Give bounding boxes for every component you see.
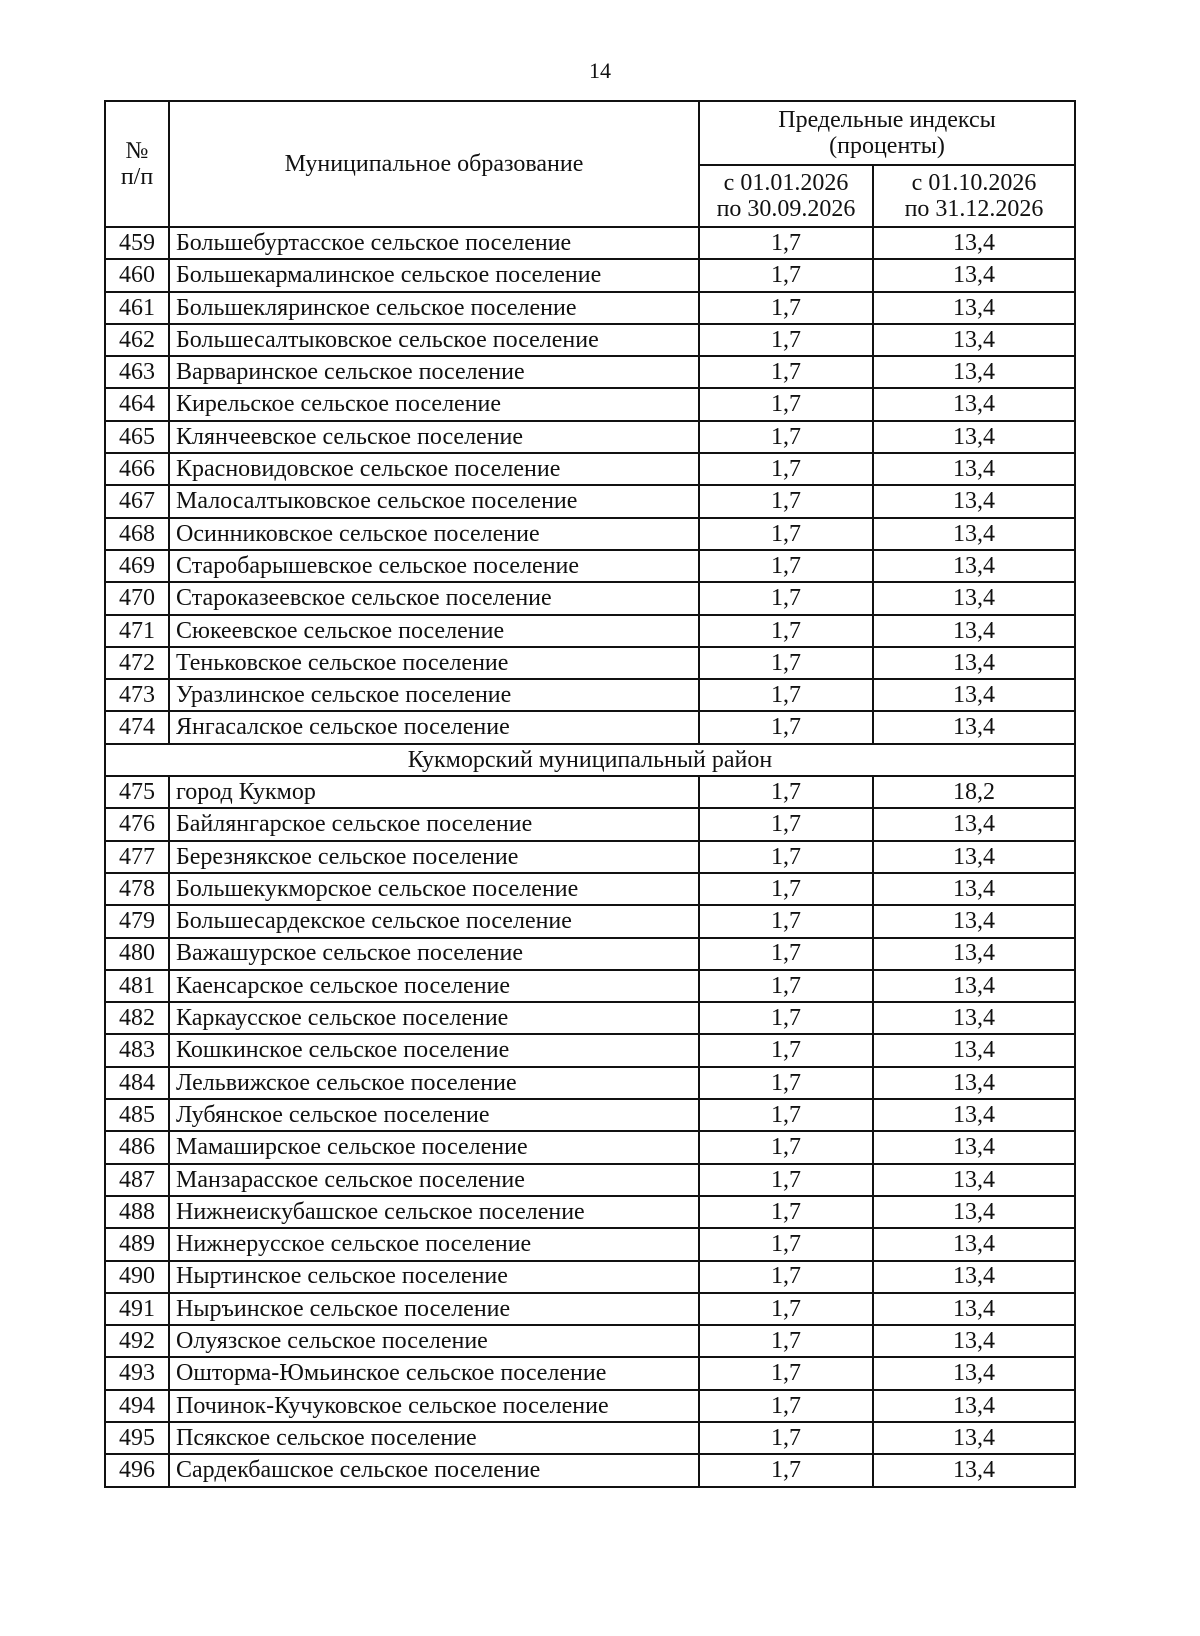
district-name: Кукморский муниципальный район bbox=[105, 744, 1075, 776]
municipality-name: Каркаусское сельское поселение bbox=[169, 1002, 699, 1034]
tariff-index-table bbox=[104, 100, 1076, 1488]
index-period-2: 13,4 bbox=[873, 1164, 1075, 1196]
index-period-2: 13,4 bbox=[873, 808, 1075, 840]
index-period-1: 1,7 bbox=[699, 711, 873, 743]
table-row bbox=[105, 453, 1075, 485]
index-period-2: 13,4 bbox=[873, 647, 1075, 679]
index-period-1: 1,7 bbox=[699, 1002, 873, 1034]
row-number: 473 bbox=[105, 679, 169, 711]
row-number: 461 bbox=[105, 292, 169, 324]
index-period-1: 1,7 bbox=[699, 259, 873, 291]
index-period-2: 13,4 bbox=[873, 1228, 1075, 1260]
table-row bbox=[105, 421, 1075, 453]
row-number: 476 bbox=[105, 808, 169, 840]
row-number: 482 bbox=[105, 1002, 169, 1034]
municipality-name: Сардекбашское сельское поселение bbox=[169, 1454, 699, 1486]
index-period-1: 1,7 bbox=[699, 1422, 873, 1454]
table-row bbox=[105, 1034, 1075, 1066]
index-period-2: 13,4 bbox=[873, 841, 1075, 873]
municipality-name: Лельвижское сельское поселение bbox=[169, 1067, 699, 1099]
municipality-name: Красновидовское сельское поселение bbox=[169, 453, 699, 485]
row-number: 472 bbox=[105, 647, 169, 679]
municipality-name: Большесардекское сельское поселение bbox=[169, 905, 699, 937]
row-number: 492 bbox=[105, 1325, 169, 1357]
table-row bbox=[105, 1067, 1075, 1099]
row-number: 475 bbox=[105, 776, 169, 808]
header-col-limit-indices: Предельные индексы (проценты) bbox=[699, 101, 1075, 165]
index-period-1: 1,7 bbox=[699, 970, 873, 1002]
municipality-name: Важашурское сельское поселение bbox=[169, 938, 699, 970]
table-row bbox=[105, 259, 1075, 291]
row-number: 483 bbox=[105, 1034, 169, 1066]
table-row bbox=[105, 1261, 1075, 1293]
index-period-1: 1,7 bbox=[699, 938, 873, 970]
table-row bbox=[105, 324, 1075, 356]
index-period-2: 13,4 bbox=[873, 1293, 1075, 1325]
table-row bbox=[105, 388, 1075, 420]
row-number: 463 bbox=[105, 356, 169, 388]
index-period-1: 1,7 bbox=[699, 1228, 873, 1260]
municipality-name: Сюкеевское сельское поселение bbox=[169, 615, 699, 647]
municipality-name: Починок-Кучуковское сельское поселение bbox=[169, 1390, 699, 1422]
municipality-name: Большебуртасское сельское поселение bbox=[169, 227, 699, 259]
index-period-1: 1,7 bbox=[699, 1099, 873, 1131]
municipality-name: Байлянгарское сельское поселение bbox=[169, 808, 699, 840]
index-period-2: 13,4 bbox=[873, 421, 1075, 453]
municipality-name: Нижнеискубашское сельское поселение bbox=[169, 1196, 699, 1228]
row-number: 486 bbox=[105, 1131, 169, 1163]
row-number: 469 bbox=[105, 550, 169, 582]
index-period-2: 13,4 bbox=[873, 873, 1075, 905]
table-row bbox=[105, 1131, 1075, 1163]
index-period-2: 13,4 bbox=[873, 1002, 1075, 1034]
index-period-2: 13,4 bbox=[873, 1034, 1075, 1066]
index-period-1: 1,7 bbox=[699, 1390, 873, 1422]
index-period-1: 1,7 bbox=[699, 808, 873, 840]
index-period-1: 1,7 bbox=[699, 1293, 873, 1325]
table-row bbox=[105, 1293, 1075, 1325]
municipality-name: Уразлинское сельское поселение bbox=[169, 679, 699, 711]
index-period-1: 1,7 bbox=[699, 518, 873, 550]
index-period-2: 13,4 bbox=[873, 356, 1075, 388]
index-period-2: 13,4 bbox=[873, 711, 1075, 743]
municipality-name: Старобарышевское сельское поселение bbox=[169, 550, 699, 582]
municipality-name: Варваринское сельское поселение bbox=[169, 356, 699, 388]
index-period-2: 13,4 bbox=[873, 550, 1075, 582]
index-period-2: 13,4 bbox=[873, 1357, 1075, 1389]
municipality-name: Теньковское сельское поселение bbox=[169, 647, 699, 679]
table-row bbox=[105, 1228, 1075, 1260]
row-number: 470 bbox=[105, 582, 169, 614]
header-col-number: № п/п bbox=[105, 101, 169, 227]
index-period-2: 13,4 bbox=[873, 388, 1075, 420]
table-row bbox=[105, 292, 1075, 324]
row-number: 495 bbox=[105, 1422, 169, 1454]
page-number: 14 bbox=[589, 58, 611, 83]
municipality-name: Нижнерусское сельское поселение bbox=[169, 1228, 699, 1260]
table-row bbox=[105, 227, 1075, 259]
municipality-name: Березнякское сельское поселение bbox=[169, 841, 699, 873]
row-number: 474 bbox=[105, 711, 169, 743]
header-col-municipality: Муниципальное образование bbox=[169, 101, 699, 227]
table-row bbox=[105, 905, 1075, 937]
index-period-1: 1,7 bbox=[699, 1454, 873, 1486]
header-col-period-1: с 01.01.2026 по 30.09.2026 bbox=[699, 165, 873, 227]
row-number: 467 bbox=[105, 485, 169, 517]
header-col-period-2: с 01.10.2026 по 31.12.2026 bbox=[873, 165, 1075, 227]
table-row bbox=[105, 356, 1075, 388]
index-period-2: 13,4 bbox=[873, 1390, 1075, 1422]
index-period-2: 13,4 bbox=[873, 905, 1075, 937]
index-period-2: 13,4 bbox=[873, 582, 1075, 614]
index-period-1: 1,7 bbox=[699, 388, 873, 420]
row-number: 485 bbox=[105, 1099, 169, 1131]
row-number: 477 bbox=[105, 841, 169, 873]
index-period-2: 13,4 bbox=[873, 1099, 1075, 1131]
index-period-1: 1,7 bbox=[699, 1357, 873, 1389]
index-period-2: 13,4 bbox=[873, 292, 1075, 324]
row-number: 493 bbox=[105, 1357, 169, 1389]
index-period-1: 1,7 bbox=[699, 1067, 873, 1099]
index-period-2: 13,4 bbox=[873, 1067, 1075, 1099]
index-period-1: 1,7 bbox=[699, 1164, 873, 1196]
index-period-1: 1,7 bbox=[699, 421, 873, 453]
municipality-name: Мамаширское сельское поселение bbox=[169, 1131, 699, 1163]
table-row bbox=[105, 582, 1075, 614]
index-period-2: 13,4 bbox=[873, 1131, 1075, 1163]
table-row bbox=[105, 776, 1075, 808]
table-row bbox=[105, 1357, 1075, 1389]
municipality-name: Кирельское сельское поселение bbox=[169, 388, 699, 420]
table-row bbox=[105, 550, 1075, 582]
row-number: 468 bbox=[105, 518, 169, 550]
index-period-1: 1,7 bbox=[699, 582, 873, 614]
index-period-2: 13,4 bbox=[873, 970, 1075, 1002]
table-row bbox=[105, 970, 1075, 1002]
index-period-1: 1,7 bbox=[699, 227, 873, 259]
index-period-2: 13,4 bbox=[873, 615, 1075, 647]
municipality-name: Староказеевское сельское поселение bbox=[169, 582, 699, 614]
table-row bbox=[105, 1002, 1075, 1034]
index-period-1: 1,7 bbox=[699, 1261, 873, 1293]
row-number: 496 bbox=[105, 1454, 169, 1486]
index-period-2: 13,4 bbox=[873, 485, 1075, 517]
index-period-1: 1,7 bbox=[699, 841, 873, 873]
table-row bbox=[105, 615, 1075, 647]
row-number: 480 bbox=[105, 938, 169, 970]
row-number: 484 bbox=[105, 1067, 169, 1099]
row-number: 466 bbox=[105, 453, 169, 485]
row-number: 465 bbox=[105, 421, 169, 453]
row-number: 494 bbox=[105, 1390, 169, 1422]
municipality-name: Лубянское сельское поселение bbox=[169, 1099, 699, 1131]
row-number: 488 bbox=[105, 1196, 169, 1228]
row-number: 479 bbox=[105, 905, 169, 937]
index-period-2: 18,2 bbox=[873, 776, 1075, 808]
municipality-name: Большесалтыковское сельское поселение bbox=[169, 324, 699, 356]
table-row bbox=[105, 841, 1075, 873]
municipality-name: Ныръинское сельское поселение bbox=[169, 1293, 699, 1325]
municipality-name: Oшторма-Юмьинское сельское поселение bbox=[169, 1357, 699, 1389]
index-period-2: 13,4 bbox=[873, 1325, 1075, 1357]
municipality-name: Клянчеевское сельское поселение bbox=[169, 421, 699, 453]
row-number: 462 bbox=[105, 324, 169, 356]
table-row bbox=[105, 711, 1075, 743]
table-row bbox=[105, 1325, 1075, 1357]
index-period-1: 1,7 bbox=[699, 292, 873, 324]
index-period-1: 1,7 bbox=[699, 1131, 873, 1163]
municipality-name: Большекармалинское сельское поселение bbox=[169, 259, 699, 291]
municipality-name: Олуязское сельское поселение bbox=[169, 1325, 699, 1357]
row-number: 459 bbox=[105, 227, 169, 259]
table-row bbox=[105, 647, 1075, 679]
index-period-1: 1,7 bbox=[699, 1034, 873, 1066]
table-row bbox=[105, 1454, 1075, 1486]
municipality-name: Янгасалское сельское поселение bbox=[169, 711, 699, 743]
index-period-2: 13,4 bbox=[873, 227, 1075, 259]
municipality-name: Каенсарское сельское поселение bbox=[169, 970, 699, 1002]
municipality-name: Манзарасское сельское поселение bbox=[169, 1164, 699, 1196]
index-period-1: 1,7 bbox=[699, 550, 873, 582]
index-period-1: 1,7 bbox=[699, 1325, 873, 1357]
index-period-2: 13,4 bbox=[873, 518, 1075, 550]
index-period-1: 1,7 bbox=[699, 324, 873, 356]
table-row bbox=[105, 1196, 1075, 1228]
municipality-name: Псякское сельское поселение bbox=[169, 1422, 699, 1454]
table-row bbox=[105, 1422, 1075, 1454]
row-number: 471 bbox=[105, 615, 169, 647]
index-period-1: 1,7 bbox=[699, 453, 873, 485]
table-row bbox=[105, 1164, 1075, 1196]
row-number: 487 bbox=[105, 1164, 169, 1196]
index-period-1: 1,7 bbox=[699, 905, 873, 937]
index-period-1: 1,7 bbox=[699, 615, 873, 647]
index-period-2: 13,4 bbox=[873, 1261, 1075, 1293]
index-period-1: 1,7 bbox=[699, 679, 873, 711]
table-row bbox=[105, 485, 1075, 517]
index-period-1: 1,7 bbox=[699, 873, 873, 905]
index-period-1: 1,7 bbox=[699, 1196, 873, 1228]
index-period-2: 13,4 bbox=[873, 1422, 1075, 1454]
table-row bbox=[105, 1099, 1075, 1131]
index-period-2: 13,4 bbox=[873, 1454, 1075, 1486]
table-row bbox=[105, 873, 1075, 905]
table-row bbox=[105, 1390, 1075, 1422]
row-number: 478 bbox=[105, 873, 169, 905]
index-period-1: 1,7 bbox=[699, 776, 873, 808]
index-period-2: 13,4 bbox=[873, 453, 1075, 485]
municipality-name: Большекукморское сельское поселение bbox=[169, 873, 699, 905]
row-number: 491 bbox=[105, 1293, 169, 1325]
index-period-1: 1,7 bbox=[699, 356, 873, 388]
index-period-2: 13,4 bbox=[873, 259, 1075, 291]
district-row bbox=[105, 744, 1075, 776]
index-period-2: 13,4 bbox=[873, 679, 1075, 711]
index-period-2: 13,4 bbox=[873, 324, 1075, 356]
municipality-name: Кошкинское сельское поселение bbox=[169, 1034, 699, 1066]
table-body bbox=[105, 227, 1075, 1487]
index-period-1: 1,7 bbox=[699, 485, 873, 517]
table-row bbox=[105, 518, 1075, 550]
row-number: 490 bbox=[105, 1261, 169, 1293]
row-number: 489 bbox=[105, 1228, 169, 1260]
municipality-name: Большекляринское сельское поселение bbox=[169, 292, 699, 324]
municipality-name: Ныртинское сельское поселение bbox=[169, 1261, 699, 1293]
index-period-1: 1,7 bbox=[699, 647, 873, 679]
table-row bbox=[105, 808, 1075, 840]
row-number: 460 bbox=[105, 259, 169, 291]
table-row bbox=[105, 679, 1075, 711]
municipality-name: Малосалтыковское сельское поселение bbox=[169, 485, 699, 517]
municipality-name: Осинниковское сельское поселение bbox=[169, 518, 699, 550]
index-period-2: 13,4 bbox=[873, 938, 1075, 970]
row-number: 464 bbox=[105, 388, 169, 420]
index-period-2: 13,4 bbox=[873, 1196, 1075, 1228]
table-row bbox=[105, 938, 1075, 970]
municipality-name: город Кукмор bbox=[169, 776, 699, 808]
row-number: 481 bbox=[105, 970, 169, 1002]
